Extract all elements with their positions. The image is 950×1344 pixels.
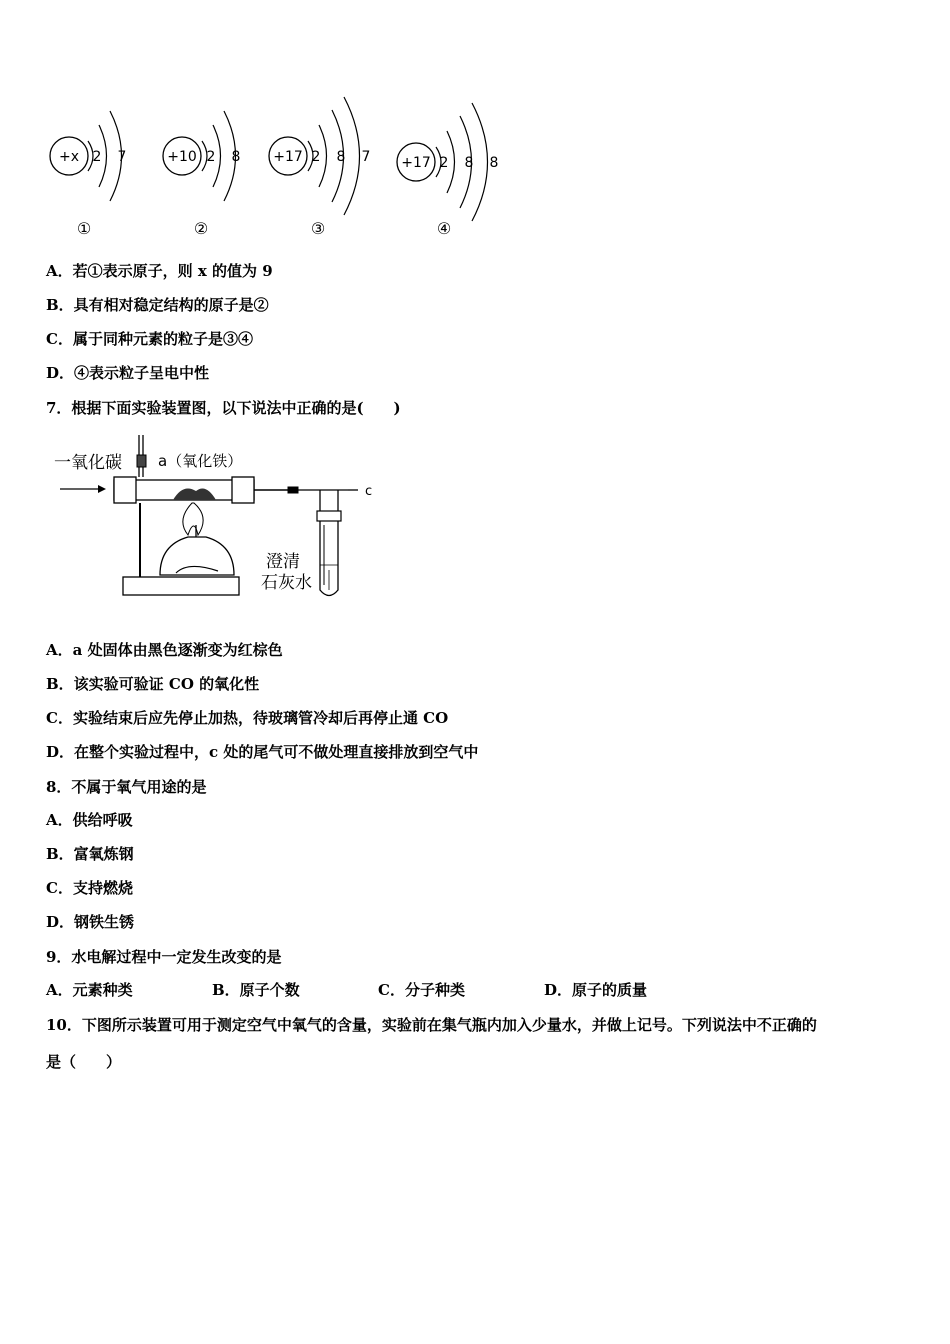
atom-diagram-4 [397,103,498,238]
gas-label: 一氧化碳 [54,453,122,473]
atom-4-shell-2: 8 [464,155,474,171]
alcohol-lamp [160,537,234,575]
q8-option-b: B．富氧炼钢 [46,845,134,863]
stand-base [123,577,239,595]
atom-4-label: ④ [436,219,452,238]
atom-3-label: ③ [310,219,326,238]
q9-stem: 9．水电解过程中一定发生改变的是 [46,948,282,966]
co-reduction-apparatus [48,425,448,605]
atom-2-label: ② [193,219,209,238]
q6-option-d: D．④表示粒子呈电中性 [46,364,210,382]
atom-1-nucleus: +x [58,149,80,165]
atom-1-label: ① [76,219,92,238]
iron-oxide-label: a（氧化铁） [158,452,243,470]
q9-option-d: D．原子的质量 [544,981,648,999]
atom-4-nucleus: +17 [401,155,431,171]
atom-4-shell-1: 2 [439,155,449,171]
atom-diagram-3 [269,97,370,238]
atom-2-nucleus: +10 [167,149,197,165]
q7-stem: 7．根据下面实验装置图，以下说法中正确的是( ) [46,399,401,417]
q6-option-c: C．属于同种元素的粒子是③④ [46,330,253,348]
q7-option-d: D．在整个实验过程中，c 处的尾气可不做处理直接排放到空气中 [46,743,479,761]
atom-diagram-2 [163,111,240,238]
atom-3-nucleus: +17 [273,149,303,165]
limewater-label-1: 澄清 [266,552,300,572]
q8-option-a: A．供给呼吸 [46,811,133,829]
q8-option-d: D．钢铁生锈 [46,913,135,931]
atom-structure-figure [0,0,950,250]
atom-1-shell-2: 7 [117,149,127,165]
q8-stem: 8．不属于氧气用途的是 [46,778,207,796]
atom-4-shell-3: 8 [489,155,499,171]
tail-gas-c-label: c [365,484,373,499]
lamp-flame [183,503,203,535]
q9-option-a: A．元素种类 [46,981,133,999]
atom-3-shell-2: 8 [336,149,346,165]
atom-2-shell-1: 2 [206,149,216,165]
q10-stem-line-1: 10．下图所示装置可用于测定空气中氧气的含量，实验前在集气瓶内加入少量水，并做上记号。下列说法中不正确的 [46,1016,817,1034]
q10-stem-line-2: 是（ ） [46,1053,122,1071]
q9-option-b: B．原子个数 [212,981,300,999]
q7-option-c: C．实验结束后应先停止加热，待玻璃管冷却后再停止通 CO [46,709,449,727]
q9-options [46,979,710,1000]
atom-3-shell-3: 7 [361,149,371,165]
iron-oxide-sample [173,488,216,500]
q6-option-b: B．具有相对稳定结构的原子是② [46,296,269,314]
atom-1-shell-1: 2 [92,149,102,165]
atom-diagram-1 [50,111,126,238]
q6-option-a: A．若①表示原子，则 x 的值为 9 [46,262,273,280]
q7-option-b: B．该实验可验证 CO 的氧化性 [46,675,260,693]
q7-option-a: A．a 处固体由黑色逐渐变为红棕色 [46,641,283,659]
q8-option-c: C．支持燃烧 [46,879,133,897]
atom-3-shell-1: 2 [311,149,321,165]
q9-option-c: C．分子种类 [378,981,465,999]
limewater-label-2: 石灰水 [261,573,312,593]
atom-2-shell-2: 8 [231,149,241,165]
